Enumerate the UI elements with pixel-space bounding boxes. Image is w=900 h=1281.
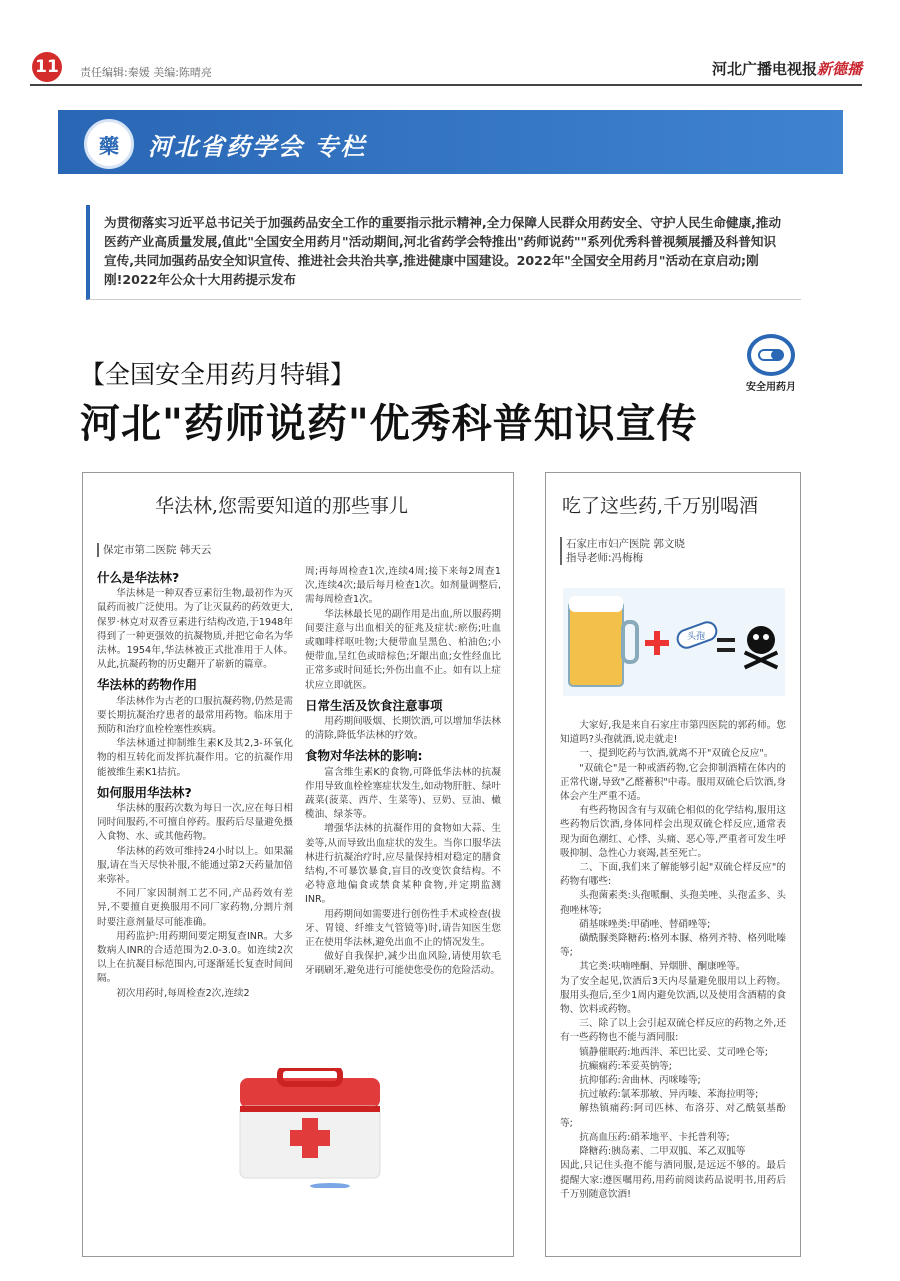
badge-label: 安全用药月 xyxy=(746,382,796,393)
paragraph: 抗过敏药:氯苯那敏、异丙嗪、苯海拉明等; xyxy=(579,1089,759,1101)
article-title: 华法林,您需要知道的那些事儿 xyxy=(155,495,409,517)
capsule-icon xyxy=(747,334,795,376)
newspaper-title: 河北广播电视报 xyxy=(711,60,817,78)
newspaper-brand: 新德播 xyxy=(816,60,862,78)
section-heading: 什么是华法林? xyxy=(97,570,180,585)
paragraph: 降糖药:胰岛素、二甲双胍、苯乙双胍等 xyxy=(579,1146,746,1158)
paragraph: 华法林的药效可维持24小时以上。如果漏服,请在当天尽快补服,不能通过第2天药量加倍来弥补。 xyxy=(97,845,293,886)
paragraph: 头孢菌素类:头孢哌酮、头孢美唑、头孢孟多、头孢唑林等; xyxy=(560,890,786,916)
advisor-name: 指导老师:冯梅梅 xyxy=(566,552,644,564)
paragraph: 磺酰脲类降糖药:格列本脲、格列齐特、格列吡嗪等; xyxy=(560,933,786,959)
paragraph: 二、下面,我们来了解能够引起"双硫仑样反应"的药物有哪些: xyxy=(560,862,786,888)
paragraph: 华法林作为古老的口服抗凝药物,仍然是需要长期抗凝治疗患者的最常用药物。临床用于预防和治疗血栓栓塞性疾病。 xyxy=(97,695,293,736)
paragraph: 解热镇痛药:阿司匹林、布洛芬、对乙酰氨基酚等; xyxy=(560,1103,786,1129)
special-issue-subtitle: 【全国安全用药月特辑】 xyxy=(80,360,356,389)
banner-title: 河北省药学会 专栏 xyxy=(148,133,367,161)
safe-medication-badge xyxy=(742,334,800,393)
pharma-society-logo: 藥 xyxy=(84,119,134,169)
paragraph: 有些药物因含有与双硫仑相似的化学结构,服用这些药物后饮酒,身体同样会出现双硫仑样反应,通常表现为面色潮红、心悸、头痛、恶心等,严重者可发生呼吸抑制、急性心力衰竭,甚至死亡。 xyxy=(560,805,786,859)
article-body xyxy=(560,719,786,1202)
column-banner xyxy=(58,110,843,174)
paragraph: 抗高血压药:硝苯地平、卡托普利等; xyxy=(579,1131,730,1143)
paragraph: 抗癫痫药:苯妥英钠等; xyxy=(579,1060,672,1072)
beer-plus-pill-equals-danger-illustration xyxy=(563,588,785,696)
paragraph: 用药期间如需要进行创伤性手术或检查(拔牙、胃镜、纤维支气管镜等)时,请告知医生您正在使用华法林,避免出血不止的情况发生。 xyxy=(305,908,501,949)
intro-paragraph: 为贯彻落实习近平总书记关于加强药品安全工作的重要指示批示精神,全力保障人民群众用药安全、守护人民生命健康,推动医药产业高质量发展,值此"全国安全用药月"活动期间,河北省药学会特推出"药师说药""系列优秀科普视频展播及科普知识宣传,共同加强药品安全知识宣传、推进社会共治共享,推进健康中国建设。2022年"全国安全用药月"活动在京启动;刚刚!2022年公众十大用药提示发布 xyxy=(86,205,801,300)
paragraph: 初次用药时,每周检查2次,连续2 xyxy=(116,987,250,999)
page-number: 11 xyxy=(32,52,62,82)
paragraph: 用药期间吸烟、长期饮酒,可以增加华法林的清除,降低华法林的疗效。 xyxy=(305,716,501,742)
paragraph: 富含维生素K的食物,可降低华法林的抗凝作用导致血栓栓塞症状发生,如动物肝脏、绿叶蔬菜(菠菜、西芹、生菜等)、豆奶、豆油、橄榄油、绿茶等。 xyxy=(305,766,501,821)
paragraph: "双硫仑"是一种戒酒药物,它会抑制酒精在体内的正常代谢,导致"乙醛蓄积"中毒。服用双硫仑后饮酒,身体会产生严重不适。 xyxy=(560,762,786,803)
header-rule xyxy=(30,84,862,86)
paragraph: 其它类:呋喃唑酮、异烟肼、酮康唑等。 xyxy=(579,961,746,973)
paragraph: 三、除了以上会引起双硫仑样反应的药物之外,还有一些药物也不能与酒同服: xyxy=(560,1018,786,1044)
article-column-2 xyxy=(305,565,501,979)
newspaper-name xyxy=(712,58,862,79)
section-heading: 华法林的药物作用 xyxy=(97,677,198,693)
article-author xyxy=(560,537,685,565)
main-title: 河北"药师说药"优秀科普知识宣传 xyxy=(80,400,698,447)
section-heading: 食物对华法林的影响: xyxy=(305,748,423,764)
paragraph: 周;再每周检查1次,连续4周;接下来每2周查1次,连续4次;最后每月检查1次。如剂量调整后,需每周检查1次。 xyxy=(305,566,501,606)
section-heading: 如何服用华法林? xyxy=(97,784,192,800)
article-title: 吃了这些药,千万别喝酒 xyxy=(562,495,759,517)
article-column-1 xyxy=(97,565,293,1001)
pill-label: 头孢 xyxy=(687,632,706,642)
paragraph: 做好自我保护,减少出血风险,请使用软毛牙刷刷牙,避免进行可能使您受伤的危险活动。 xyxy=(305,951,501,977)
paragraph: 因此,只记住头孢不能与酒同服,是远远不够的。最后提醒大家:遵医嘱用药,用药前阅读药品说明书,用药后千万别随意饮酒! xyxy=(560,1160,786,1200)
paragraph: 大家好,我是来自石家庄市第四医院的郭药师。您知道吗?头孢就酒,说走就走! xyxy=(560,720,786,746)
paragraph: 华法林是一种双香豆素衍生物,最初作为灭鼠药而被广泛使用。为了让灭鼠药的药效更大,保罗·林克对双香豆素进行结构改造,于1948年得到了一种更强效的抗凝物质,并把它命名为华法林。1954年,华法林被正式批准用于人体。从此,抗凝药物的历史翻开了崭新的篇章。 xyxy=(97,588,293,671)
paragraph: 为了安全起见,饮酒后3天内尽量避免服用以上药物。服用头孢后,至少1周内避免饮酒,以及使用含酒精的食物、饮料或药物。 xyxy=(560,975,786,1016)
paragraph: 华法林最长见的副作用是出血,所以服药期间要注意与出血相关的征兆及症状:瘀伤;吐血或咖啡样呕吐物;大便带血呈黑色、柏油色;小便带血,呈红色或暗棕色;牙龈出血;女性经血比正常多或时间延长;外伤出血不止。如有以上症状应立即就医。 xyxy=(305,608,501,691)
medical-kit-illustration xyxy=(230,1068,390,1188)
paragraph: 镇静催眠药:地西泮、苯巴比妥、艾司唑仑等; xyxy=(579,1046,768,1058)
paragraph: 不同厂家因制剂工艺不同,产品药效有差异,不要擅自更换服用不同厂家药物,分割片剂时要注意剂量尽可能准确。 xyxy=(97,888,293,928)
paragraph: 华法林通过抑制维生素K及其2,3-环氧化物的相互转化而发挥抗凝作用。它的抗凝作用能被维生素K1拮抗。 xyxy=(97,738,293,778)
article-author: 保定市第二医院 韩天云 xyxy=(97,543,211,557)
paragraph: 华法林的服药次数为每日一次,应在每日相同时间服药,不可擅自停药。服药后尽量避免摄入食物、水、或其他药物。 xyxy=(97,803,293,843)
paragraph: 一、提到吃药与饮酒,就离不开"双硫仑反应"。 xyxy=(579,748,774,760)
paragraph: 增强华法林的抗凝作用的食物如大蒜、生姜等,从而导致出血症状的发生。当你口服华法林进行抗凝治疗时,应尽量保持相对稳定的膳食结构,不可暴饮暴食,盲目的改变饮食结构。不必特意地偏食或禁食某种食物,并定期监测INR。 xyxy=(305,823,501,906)
author-name: 石家庄市妇产医院 郭文晓 xyxy=(566,538,685,550)
paragraph: 用药监护:用药期间要定期复查INR。大多数病人INR的合适范围为2.0-3.0。如连续2次以上在抗凝目标范围内,可逐渐延长复查时间间隔。 xyxy=(97,930,293,985)
section-heading: 日常生活及饮食注意事项 xyxy=(305,697,443,713)
editor-credits: 责任编辑:秦媛 美编:陈晴亮 xyxy=(80,66,212,79)
paragraph: 抗抑郁药:舍曲林、丙咪嗪等; xyxy=(579,1075,701,1087)
paragraph: 硝基咪唑类:甲硝唑、替硝唑等; xyxy=(579,918,711,930)
